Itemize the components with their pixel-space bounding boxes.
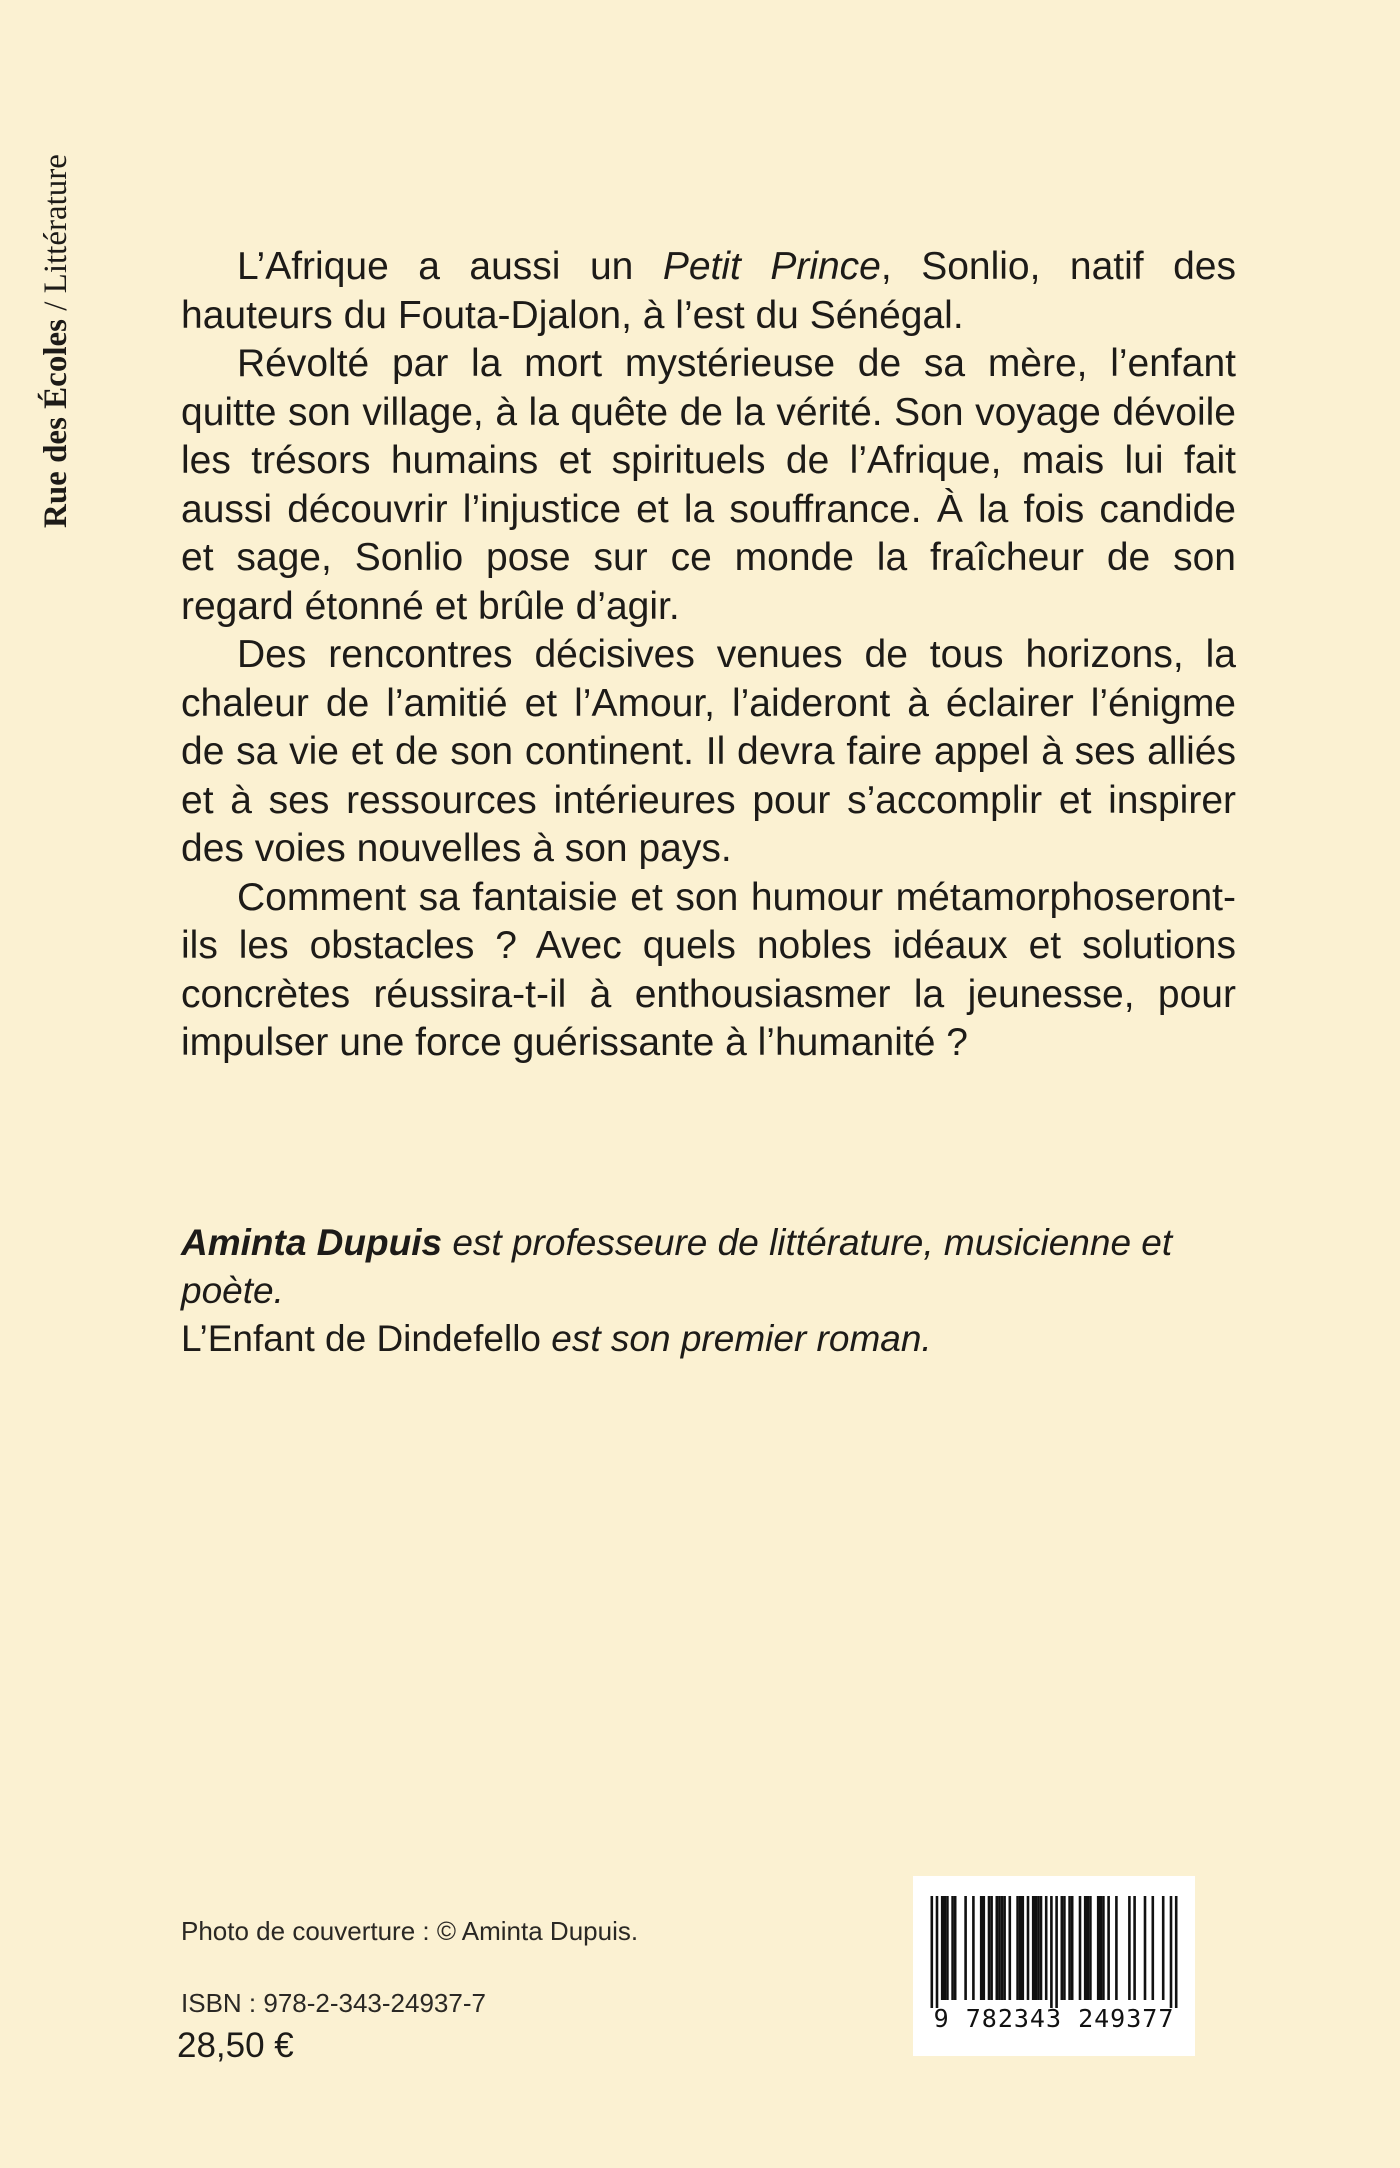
barcode-bar [1084, 1896, 1087, 2000]
barcode-bar [1102, 1896, 1105, 2000]
barcode-bar [1035, 1896, 1038, 2000]
barcode-bar [1037, 1896, 1040, 2000]
blurb-p1-title: Petit Prince [662, 245, 881, 288]
spine-separator: / [38, 293, 74, 319]
barcode-bar [1027, 1896, 1030, 2000]
barcode-bar [988, 1896, 991, 2000]
book-title: L’Enfant de Dindefello [181, 1318, 541, 1359]
blurb-p4-rest: ils les obstacles ? Avec quels nobles idéaux et solutions concrètes réussira-t-il à enthousiasmer la jeunesse, pour impulser une force guérissante à l’humanité ? [181, 924, 1236, 1064]
barcode-bar [936, 1896, 939, 2008]
barcode-bar [1107, 1896, 1110, 2000]
isbn: ISBN : 978-2-343-24937-7 [181, 1988, 486, 2018]
barcode-bar [1170, 1896, 1173, 2008]
blurb-paragraph-3: Des rencontres décisives venues de tous horizons, la chaleur de l’amitié et l’Amour, l’aideront à éclairer l’énigme de sa vie et de son continent. Il devra faire appel à ses alliés et à ses ressources intérieures pour s’accomplir et inspirer des voies nouvelles à son pays. [181, 633, 1236, 870]
series-name: Rue des Écoles [38, 319, 74, 528]
photo-credit: Photo de couverture : © Aminta Dupuis. [181, 1916, 639, 1946]
barcode-bar [1087, 1896, 1090, 2000]
barcode-bar [1040, 1896, 1043, 2000]
spine-label [38, 154, 75, 528]
barcode-bar [1032, 1896, 1035, 2000]
blurb-paragraph-2: Révolté par la mort mystérieuse de sa mère, l’enfant quitte son village, à la quête de la vérité. Son voyage dévoile les trésors humains et spirituels de l’Afrique, mais lui fait aussi découvrir l’injustice et la souffrance. À la fois candide et sage, Sonlio pose sur ce monde la fraîcheur de son regard étonné et brûle d’agir. [181, 342, 1236, 628]
barcode-bar [983, 1896, 986, 2000]
barcode-bar [1019, 1896, 1022, 2000]
author-book-line [181, 1315, 1261, 1363]
barcode-bar [1175, 1896, 1178, 2008]
barcode-bar [1009, 1896, 1012, 2000]
author-bio-text: est professeure de littérature, musicienne et poète. [181, 1222, 1173, 1311]
barcode-bar [1003, 1896, 1006, 2000]
blurb-p1-intro: L’Afrique a aussi un [237, 245, 663, 288]
barcode-bar [1133, 1896, 1136, 2000]
barcode-bar [972, 1896, 975, 2000]
barcode-bar [1097, 1896, 1100, 2000]
blurb-paragraph-1 [181, 243, 1236, 340]
author-note [181, 1219, 1261, 1363]
barcode-bar [1144, 1896, 1147, 2000]
barcode-bar [1071, 1896, 1074, 2000]
price: 28,50 € [177, 2026, 294, 2065]
barcode-bar [951, 1896, 954, 2000]
book-note: est son premier roman. [541, 1318, 932, 1359]
barcode-bar [1100, 1896, 1103, 2000]
barcode-bar [1152, 1896, 1155, 2000]
barcode-bar [1061, 1896, 1064, 2000]
barcode-bar [1068, 1896, 1071, 2000]
barcode-bar [1045, 1896, 1048, 2000]
barcode-bar [946, 1896, 949, 2000]
blurb-p1-rest: , Sonlio, natif des hauteurs du Fouta-Djalon, à l’est du Sénégal. [181, 245, 1236, 337]
barcode-bar [1055, 1896, 1058, 2008]
barcode-bar [1079, 1896, 1082, 2000]
barcode-bar [941, 1896, 944, 2000]
barcode-bar [1022, 1896, 1025, 2000]
barcode-bar [996, 1896, 999, 2000]
barcode-bar [1162, 1896, 1165, 2000]
barcode-digits: 9 782343 249377 [933, 2004, 1175, 2033]
blurb-p4-line1: Comment sa fantaisie et son humour métamorphoseront- [237, 875, 1236, 919]
author-bio [181, 1219, 1261, 1315]
barcode-bar [998, 1896, 1001, 2000]
barcode-bar [1115, 1896, 1118, 2000]
genre-name: Littérature [38, 154, 74, 294]
barcode [913, 1876, 1195, 2056]
barcode-bar [990, 1896, 993, 2000]
barcode-bar [944, 1896, 947, 2000]
blurb [181, 243, 1236, 1068]
barcode-bar [1050, 1896, 1053, 2008]
barcode-bar [954, 1896, 957, 2000]
blurb-paragraph-4 [181, 874, 1236, 1068]
barcode-bar [1063, 1896, 1066, 2000]
barcode-bar [1016, 1896, 1019, 2000]
barcode-bar [980, 1896, 983, 2000]
barcode-bar [1089, 1896, 1092, 2000]
author-name: Aminta Dupuis [181, 1222, 443, 1263]
barcode-bar [931, 1896, 934, 2008]
barcode-bar [1128, 1896, 1131, 2000]
barcode-bar [964, 1896, 967, 2000]
barcode-bar [1001, 1896, 1004, 2000]
